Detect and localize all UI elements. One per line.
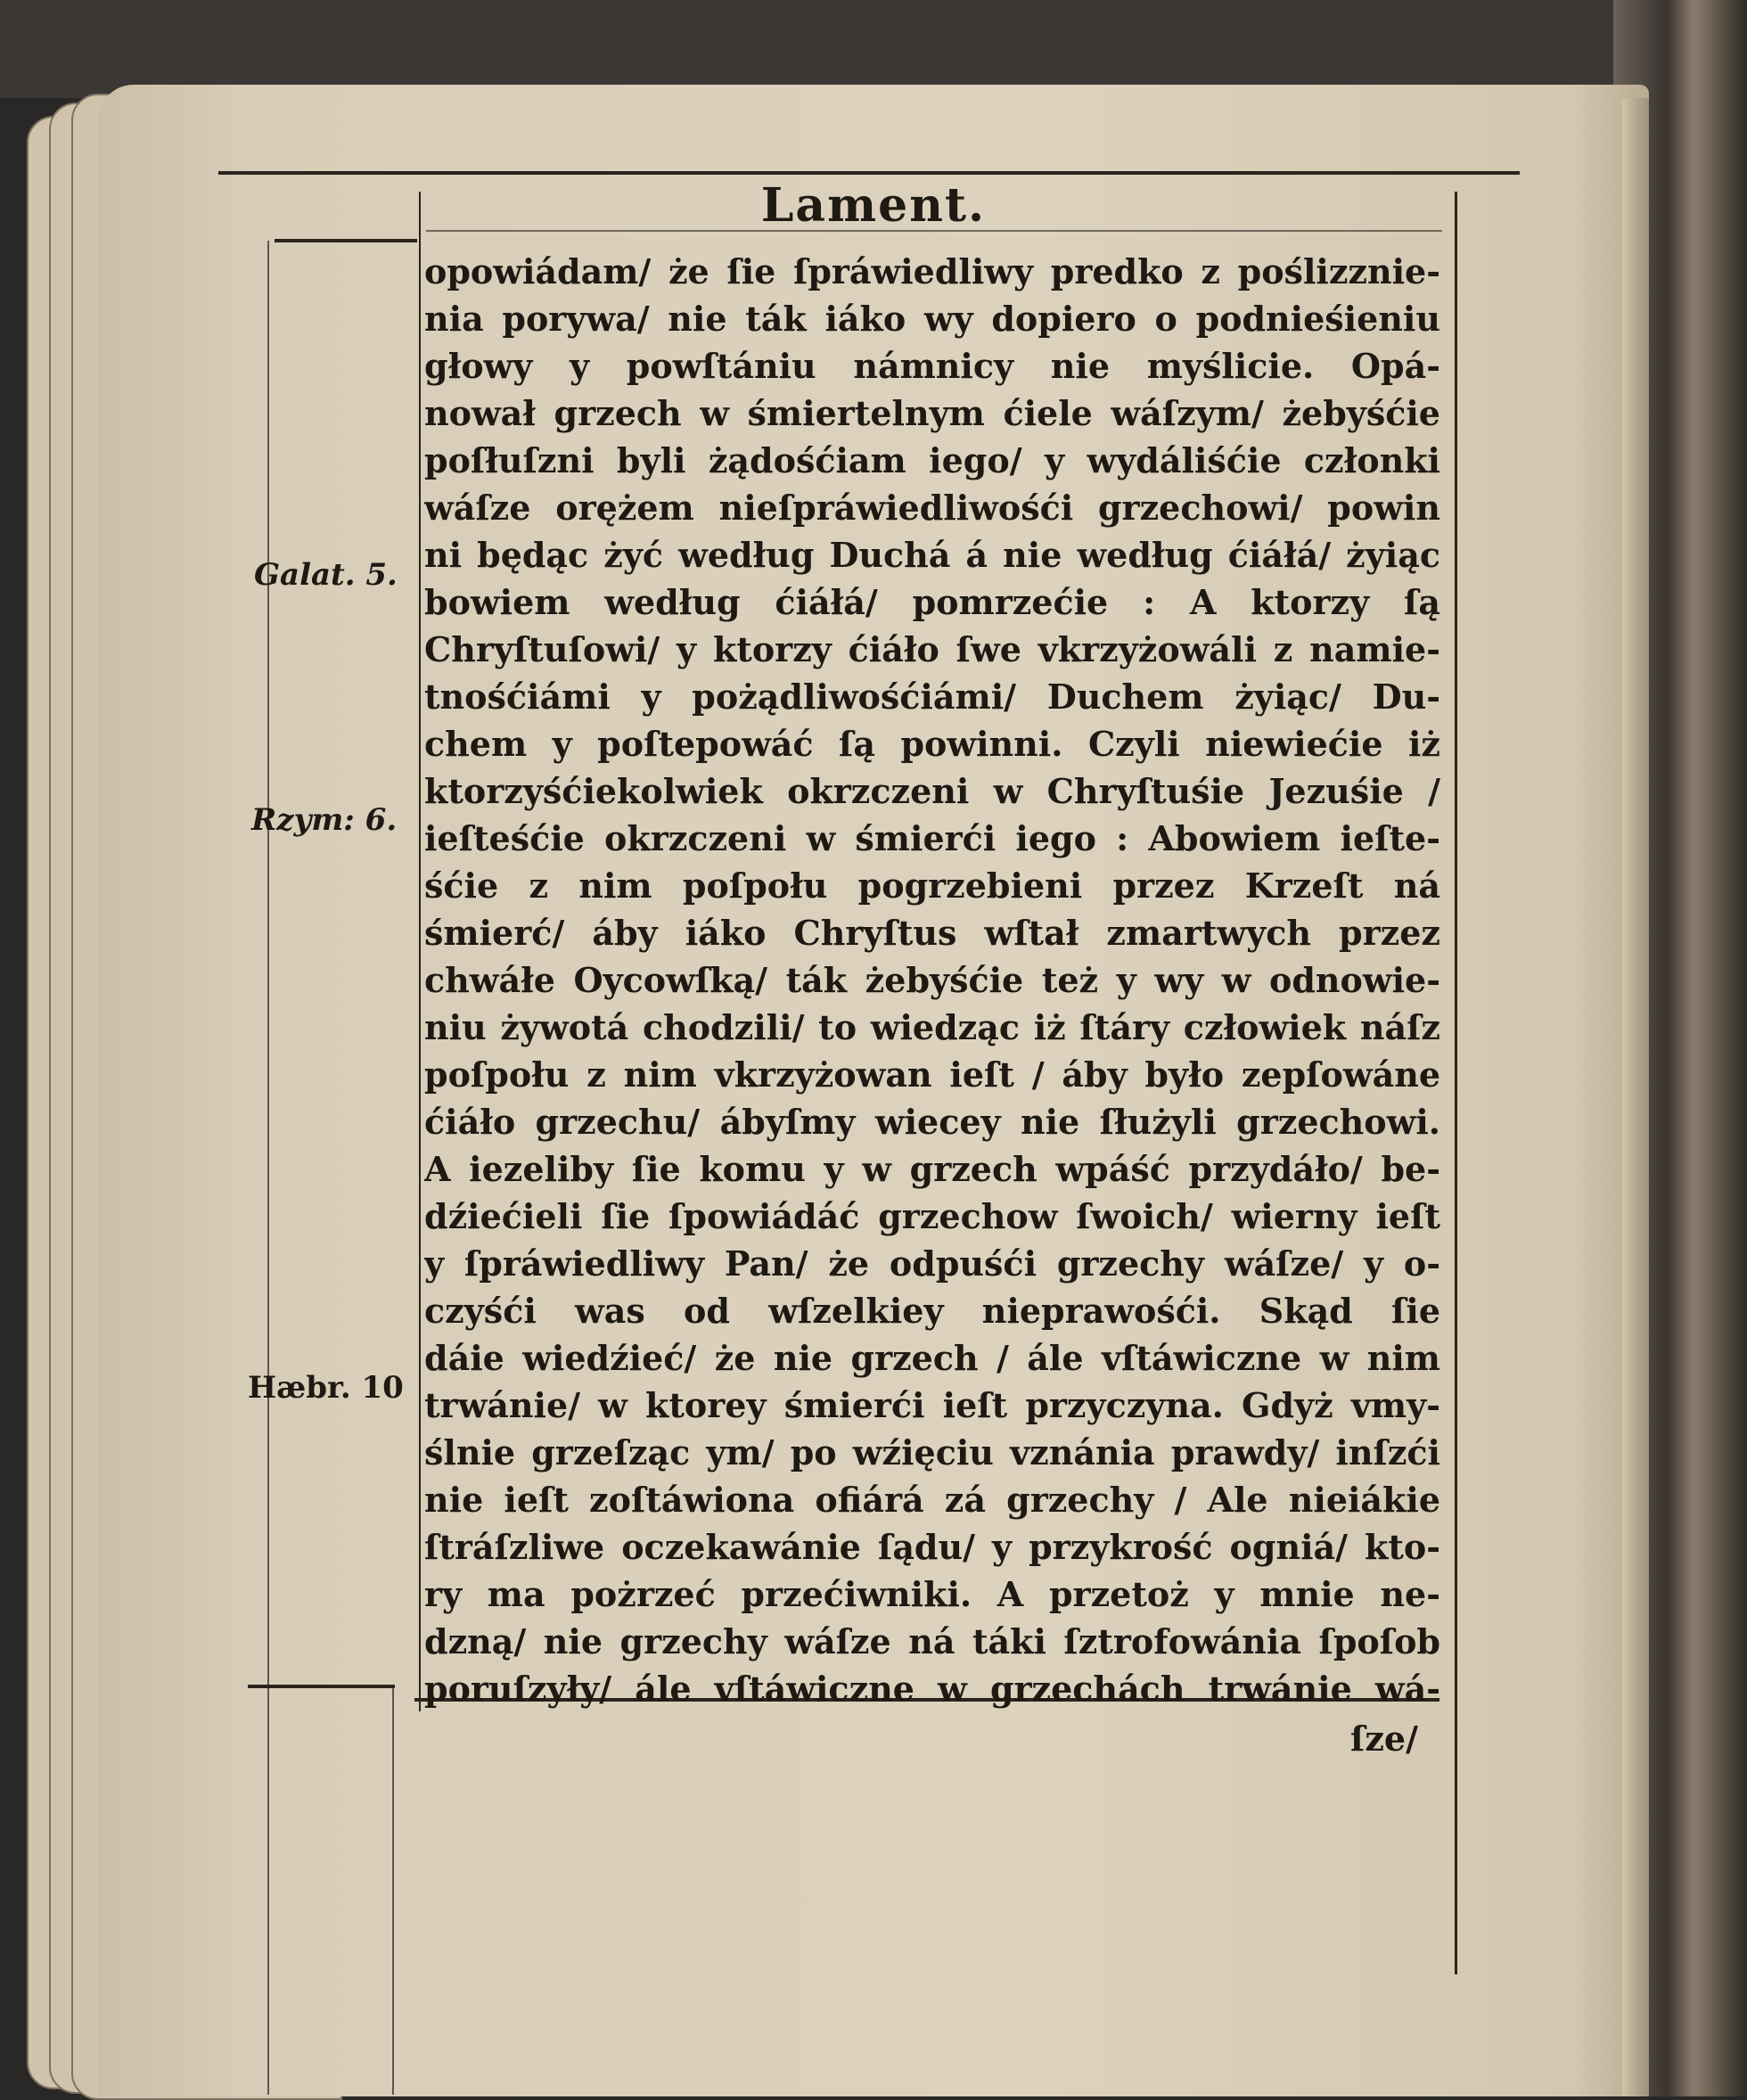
text-line: tnośćiámi y pożądliwośćiámi/ Duchem żyiąc/ Du- xyxy=(424,677,1440,717)
body-text xyxy=(424,248,1440,1712)
text-line: bowiem według ćiáłá/ pomrzećie : A ktorzy ſą xyxy=(424,582,1440,622)
margin-rule-bottom xyxy=(248,1685,395,1688)
margin-rule-left xyxy=(267,241,269,2095)
text-line: czyśći was od wſzelkiey nieprawośći. Skąd ſie xyxy=(424,1291,1440,1331)
margin-note-galatians: Galat. 5. xyxy=(254,557,398,593)
text-line: A iezeliby ſie komu y w grzech wpáść przydáło/ be- xyxy=(424,1149,1440,1189)
margin-rule-inner xyxy=(392,1685,394,2095)
running-header: Lament. xyxy=(760,178,987,233)
margin-note-romans: Rzym: 6. xyxy=(251,802,398,838)
text-line: poſpołu z nim vkrzyżowan ieſt / áby było zepſowáne xyxy=(424,1054,1440,1095)
text-line: ktorzyśćiekolwiek okrzczeni w Chryſtuśie Jezuśie / xyxy=(424,771,1440,811)
text-line: niu żywotá chodzili/ to wiedząc iż ſtáry człowiek náſz xyxy=(424,1007,1440,1047)
column-rule-right xyxy=(1455,192,1457,1974)
text-line: trwánie/ w ktorey śmierći ieſt przyczyna. Gdyż vmy- xyxy=(424,1385,1440,1425)
header-rule xyxy=(218,171,1520,175)
text-line: ni będąc żyć według Duchá á nie według ćiáłá/ żyiąc xyxy=(424,535,1440,575)
column-rule-left xyxy=(419,192,421,1711)
text-line: śmierć/ áby iáko Chryſtus wſtał zmartwych przez xyxy=(424,913,1440,953)
text-line: śćie z nim poſpołu pogrzebieni przez Krzeſt ná xyxy=(424,865,1440,906)
text-line: poſłuſzni byli żądośćiam iego/ y wydáliśćie członki xyxy=(424,440,1440,480)
text-line: ćiáło grzechu/ ábyſmy wiecey nie ſłużyli grzechowi. xyxy=(424,1102,1440,1142)
text-line: wáſze orężem nieſpráwiedliwośći grzechowi/ powin xyxy=(424,488,1440,528)
text-line: poruſzyły/ ále vſtáwiczne w grzechách trwánie wá- xyxy=(424,1669,1440,1709)
text-line: głowy y powſtániu námnicy nie myślicie. Opá- xyxy=(424,346,1440,386)
text-line: ſtráſzliwe oczekawánie ſądu/ y przykrość ogniá/ kto- xyxy=(424,1527,1440,1567)
text-line: dáie wiedźieć/ że nie grzech / ále vſtáwiczne w nim xyxy=(424,1338,1440,1378)
text-line: chem y poſtepowáć ſą powinni. Czyli niewiećie iż xyxy=(424,724,1440,764)
text-line: ry ma pożrzeć przećiwniki. A przetoż y mnie ne- xyxy=(424,1574,1440,1614)
book-gutter xyxy=(1622,98,1649,2096)
catchword: ſze/ xyxy=(1350,1719,1418,1759)
text-line: nie ieſt zoſtáwiona ofiárá zá grzechy / Ale nieiákie xyxy=(424,1480,1440,1520)
text-line: dzną/ nie grzechy wáſze ná táki ſztrofowánia ſpoſob xyxy=(424,1621,1440,1661)
margin-note-hebrews: Hæbr. 10 xyxy=(248,1370,404,1406)
text-line: dźiećieli ſie ſpowiádáć grzechow ſwoich/ wierny ieſt xyxy=(424,1196,1440,1236)
text-line: opowiádam/ że ſie ſpráwiedliwy predko z poślizznie- xyxy=(424,251,1440,291)
text-line: ieſteśćie okrzczeni w śmierći iego : Abowiem ieſte- xyxy=(424,818,1440,858)
text-line: chwáłe Oycowſką/ ták żebyśćie też y wy w odnowie- xyxy=(424,960,1440,1000)
text-line: Chryſtuſowi/ y ktorzy ćiáło ſwe vkrzyżowáli z namie- xyxy=(424,629,1440,669)
text-line: nował grzech w śmiertelnym ćiele wáſzym/ żebyśćie xyxy=(424,393,1440,433)
text-line: ślnie grzeſząc ym/ po wźięciu vznánia prawdy/ inſzći xyxy=(424,1432,1440,1472)
text-line: nia porywa/ nie ták iáko wy dopiero o podnieśieniu xyxy=(424,299,1440,339)
background-top xyxy=(0,0,1747,98)
margin-rule-top xyxy=(275,239,417,242)
text-line: y ſpráwiedliwy Pan/ że odpuśći grzechy wáſze/ y o- xyxy=(424,1243,1440,1284)
